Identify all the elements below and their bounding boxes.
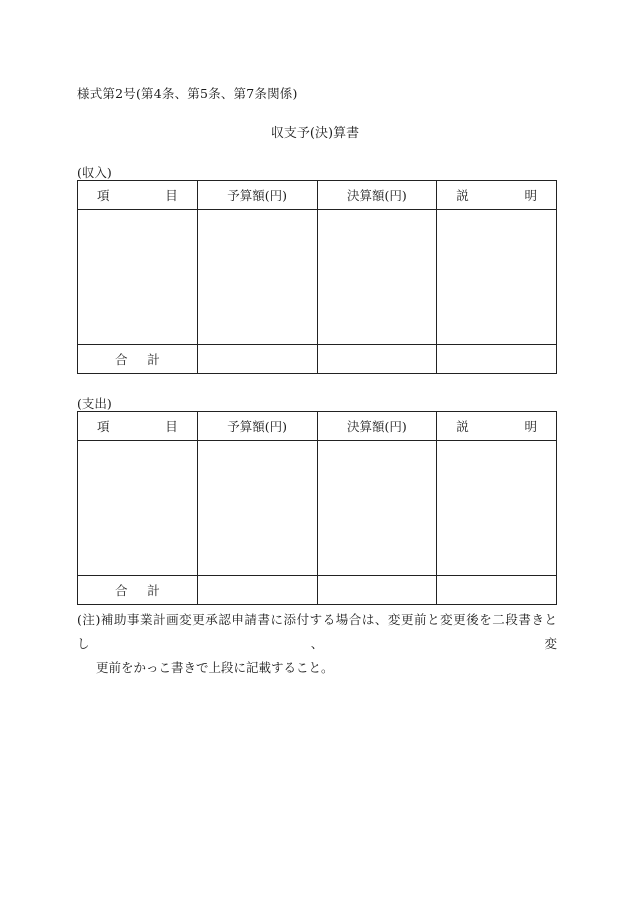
expenditure-budget-cell[interactable]: [197, 441, 317, 576]
expenditure-settlement-cell[interactable]: [317, 441, 437, 576]
income-total-settlement-cell[interactable]: [317, 345, 437, 374]
expenditure-total-label: 合 計: [78, 576, 198, 605]
explanation-column-header: 説 明: [437, 181, 557, 210]
budget-column-header: 予算額(円): [197, 412, 317, 441]
expenditure-entry-row: [78, 441, 557, 576]
expenditure-total-row: [78, 576, 557, 605]
expenditure-table: [77, 411, 557, 605]
footnote-line-1: (注)補助事業計画変更承認申請書に添付する場合は、変更前と変更後を二段書きとし、変: [77, 612, 557, 651]
income-header-row: [78, 181, 557, 210]
income-total-explanation-cell[interactable]: [437, 345, 557, 374]
expenditure-total-budget-cell[interactable]: [197, 576, 317, 605]
form-number: 様式第2号(第4条、第5条、第7条関係): [77, 86, 298, 101]
document-title: 収支予(決)算書: [270, 126, 360, 141]
income-table: [77, 180, 557, 374]
settlement-column-header: 決算額(円): [317, 181, 437, 210]
settlement-column-header: 決算額(円): [317, 412, 437, 441]
income-explanation-cell[interactable]: [437, 210, 557, 345]
footnote: [77, 608, 557, 680]
expenditure-explanation-cell[interactable]: [437, 441, 557, 576]
budget-column-header: 予算額(円): [197, 181, 317, 210]
income-settlement-cell[interactable]: [317, 210, 437, 345]
expenditure-total-explanation-cell[interactable]: [437, 576, 557, 605]
income-total-label: 合 計: [78, 345, 198, 374]
income-item-cell[interactable]: [78, 210, 198, 345]
income-section-label: (収入): [77, 165, 112, 180]
expenditure-total-settlement-cell[interactable]: [317, 576, 437, 605]
item-column-header: 項 目: [78, 412, 198, 441]
income-total-row: [78, 345, 557, 374]
footnote-line-2: 更前をかっこ書きで上段に記載すること。: [96, 660, 334, 675]
income-total-budget-cell[interactable]: [197, 345, 317, 374]
income-budget-cell[interactable]: [197, 210, 317, 345]
expenditure-item-cell[interactable]: [78, 441, 198, 576]
expenditure-section-label: (支出): [77, 396, 112, 411]
explanation-column-header: 説 明: [437, 412, 557, 441]
income-entry-row: [78, 210, 557, 345]
item-column-header: 項 目: [78, 181, 198, 210]
expenditure-header-row: [78, 412, 557, 441]
